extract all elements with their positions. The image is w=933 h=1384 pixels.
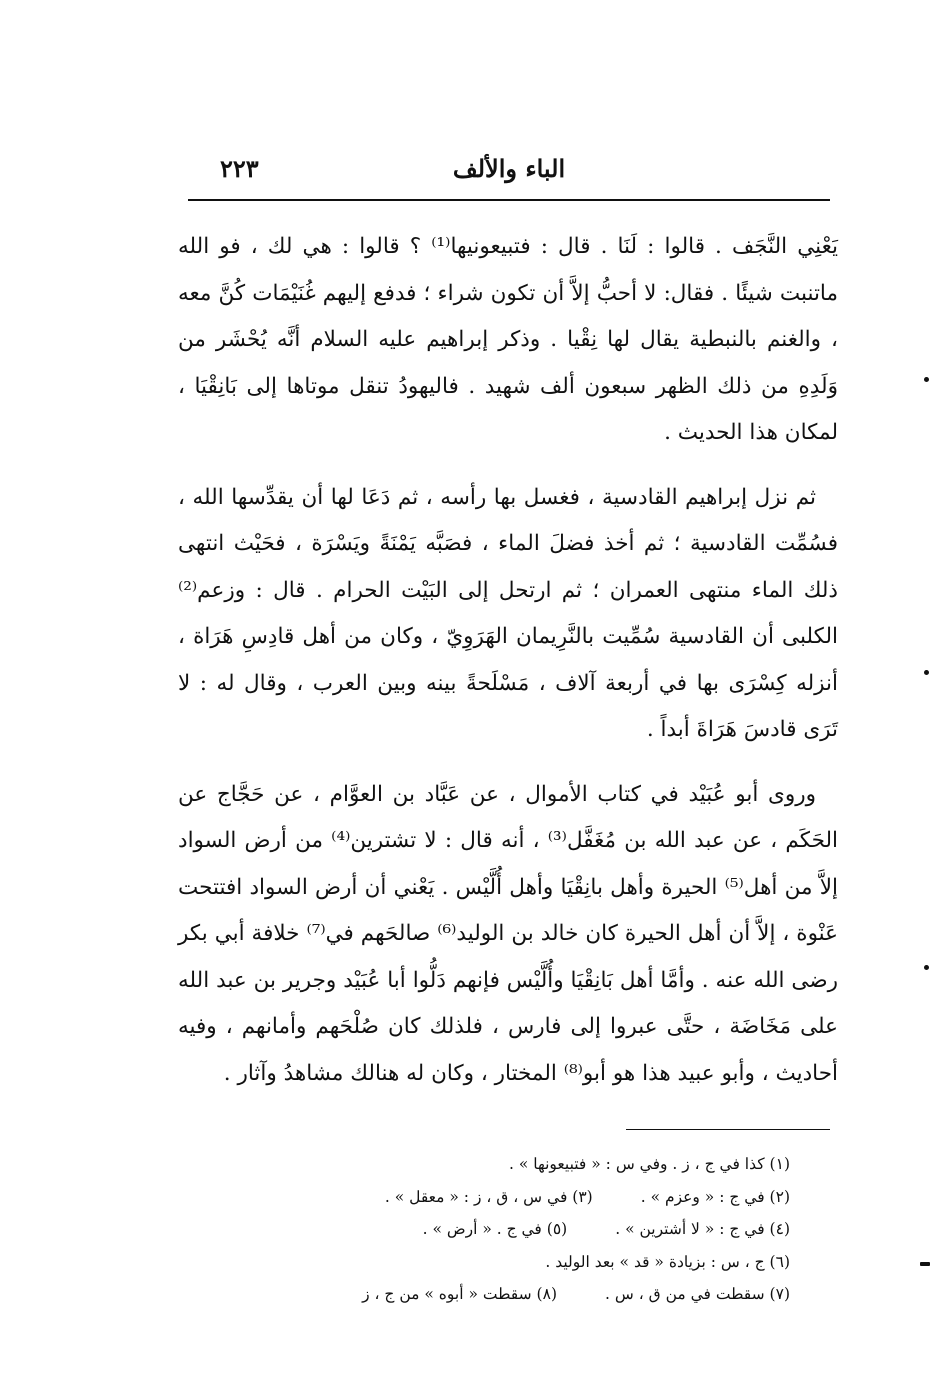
- footnote: (٤) في ج : « لا أشترين » .: [615, 1220, 790, 1238]
- footnote: (٢) في ج : « وعزم » .: [640, 1187, 790, 1206]
- paragraph-3: وروى أبو عُبَيْد في كتاب الأموال ، عن عَبَّاد بن العوَّام ، عن حَجَّاج عن الحَكَم ، عن عبد الله بن مُغَفَّل⁽³⁾ ، أنه قال : لا تشترين⁽⁴⁾ من أرض السواد إلاَّ من أهل⁽⁵⁾ الحيرة وأهل بانِقْيَا وأهل أُلَّيْس . يَعْني أن أرض السواد افتتحت عَنْوة ، إلاَّ أن أهل الحيرة كان خالد بن الوليد⁽⁶⁾ صالحَهم في⁽⁷⁾ خلافة أبي بكر رضى الله عنه . وأمَّا أهل بَانِقْيَا وأُلَّيْس فإنهم دَلُّوا أبا عُبَيْد وجرير بن عبد الله على مَخَاضَة ، حتَّى عبروا إلى فارس ، فلذلك كان صُلْحَهم وأمانهم ، وفيه أحاديث ، وأبو عبيد هذا هو أبو⁽⁸⁾ المختار ، وكان له هنالك مشاهدُ وآثار .: [178, 781, 838, 1086]
- footnote-line: [200, 1181, 790, 1214]
- running-title: الباء والألف: [452, 154, 566, 183]
- scan-mark: [924, 377, 929, 382]
- main-text: [178, 224, 838, 1097]
- page-header: [188, 150, 830, 194]
- footnote-line: [200, 1213, 790, 1246]
- scan-mark: [924, 670, 929, 675]
- footnote-rule: [626, 1129, 830, 1130]
- footnote: (٦) ج ، س : بزيادة « قد » بعد الوليد .: [545, 1252, 790, 1271]
- scan-mark: [920, 1262, 930, 1266]
- footnote: (١) كذا في ج ، ز . وفي س : « فتبيعونها » .: [508, 1155, 790, 1173]
- footnote: (٥) في ج . « أرض » .: [422, 1220, 568, 1238]
- footnote: (٣) في س ، ق ، ز : « معقل » .: [384, 1187, 593, 1206]
- footnote-line: [200, 1278, 790, 1311]
- footnote-line: [200, 1148, 790, 1181]
- header-rule: [188, 199, 830, 201]
- footnote-line: [200, 1246, 790, 1279]
- footnotes: [200, 1148, 790, 1311]
- footnote: (٨) سقطت « أبوه » من ج ، ز: [362, 1285, 557, 1303]
- paragraph-2: ثم نزل إبراهيم القادسية ، فغسل بها رأسه ، ثم دَعَا لها أن يقدِّسها الله ، فسُمِّت القادسية ؛ ثم أخذ فضلَ الماء ، فصَبَّه يَمْنَةً ويَسْرَة ، فحَيْث انتهى ذلك الماء منتهى العمران ؛ ثم ارتحل إلى البَيْت الحرام . قال : وزعم⁽²⁾ الكلبى أن القادسية سُمِّيت بالنَّرِيمان الهَرَوِيّ ، وكان من أهل قادِسِ هَرَاة ، أنزله كِسْرَى بها في أربعة آلاف ، مَسْلَحةً بينه وبين العرب ، وقال له : لا تَرَى قادسَ هَرَاةَ أبداً .: [178, 484, 838, 742]
- scan-mark: [924, 965, 929, 970]
- footnote: (٧) سقطت في من ق ، س .: [605, 1285, 790, 1303]
- paragraph-1: يَعْنِي النَّجَف . قالوا : لَنَا . قال : فتبيعونيها⁽¹⁾ ؟ قالوا : هي لك ، فو الله ماتنبت شيئًا . فقال: لا أحبُّ إلاَّ أن تكون شراء ؛ فدفع إليهم غُنَيْمَات كُنَّ معه ، والغنم بالنبطية يقال لها نِقْيا . وذكر إبراهيم عليه السلام أنَّه يُحْشَر من وَلَدِهِ من ذلك الظهر سبعون ألف شهيد . فاليهودُ تنقل موتاها إلى بَانِقْيَا ، لمكان هذا الحديث .: [178, 234, 838, 445]
- page-number: ٢٢٣: [220, 154, 259, 183]
